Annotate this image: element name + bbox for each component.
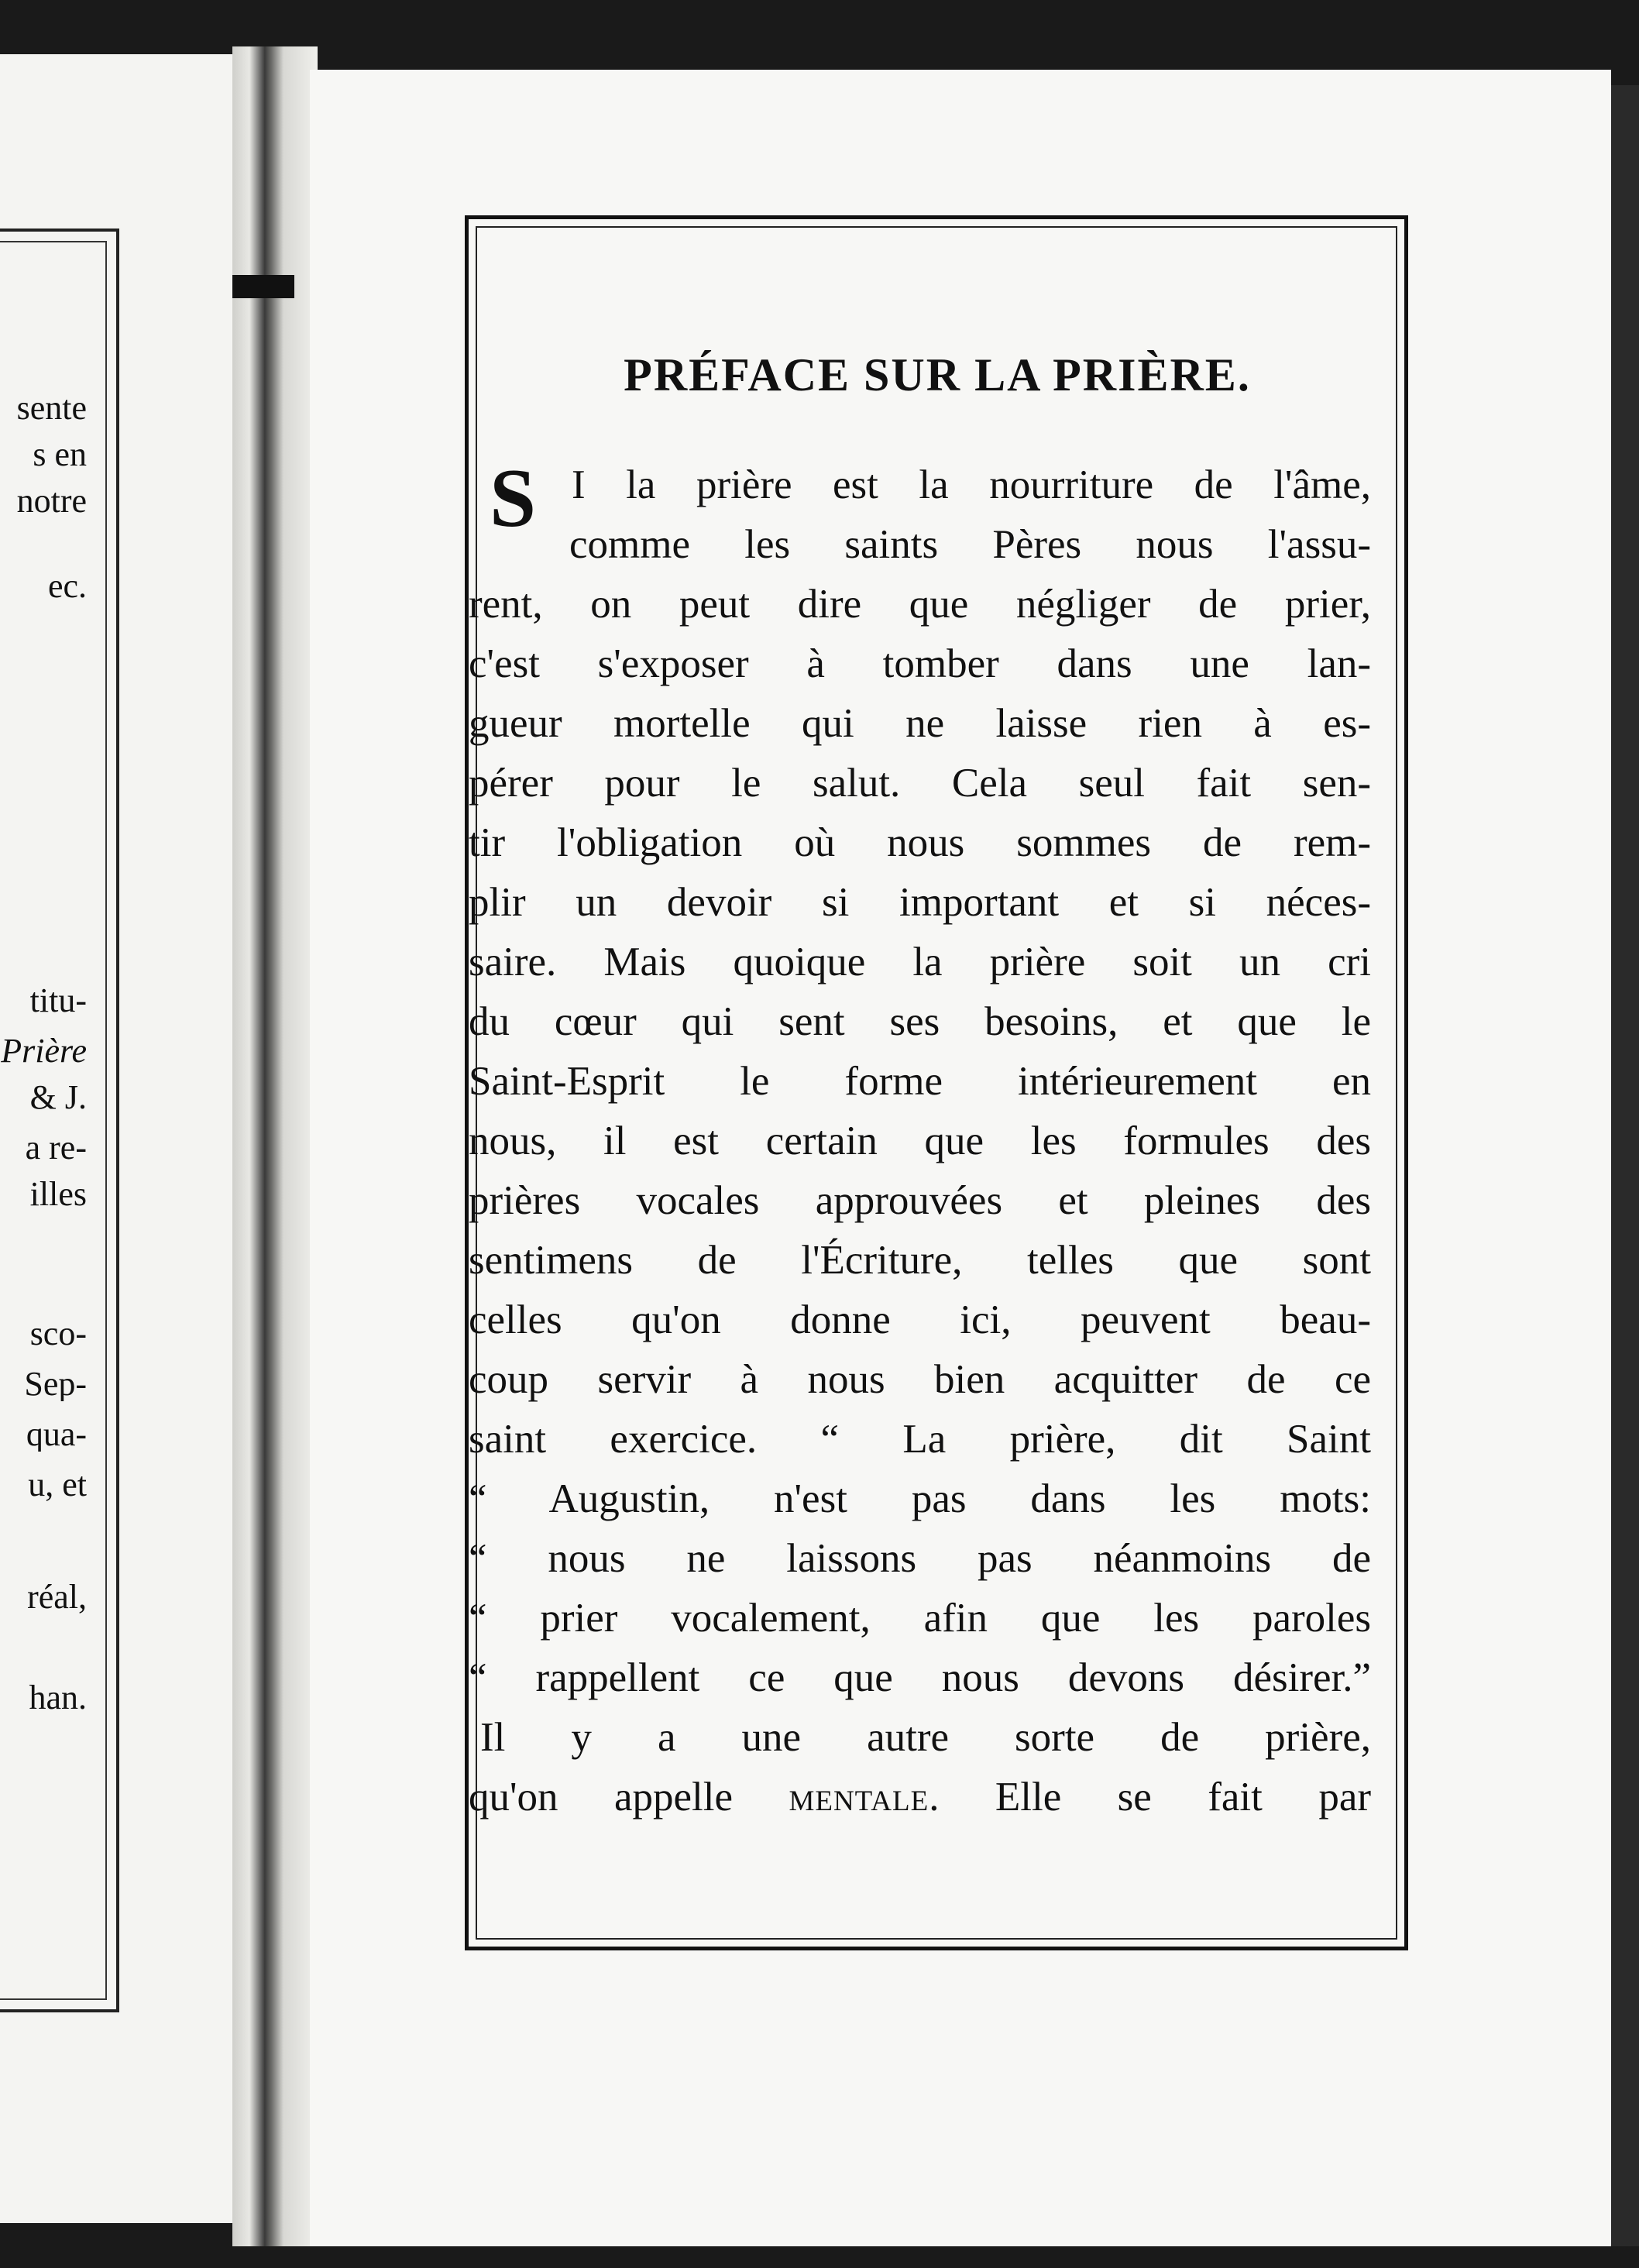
text-line: rent, on peut dire que négliger de prier, <box>469 582 1371 627</box>
text-line: Il y a une autre sorte de prière, <box>480 1715 1371 1760</box>
left-text-line: ec. <box>47 569 87 603</box>
text-line: pérer pour le salut. Cela seul fait sen- <box>469 761 1371 806</box>
text-line: “ nous ne laissons pas néanmoins de <box>469 1536 1371 1581</box>
left-text-line: sente <box>16 391 87 425</box>
text-line: sentimens de l'Écriture, telles que sont <box>469 1238 1371 1283</box>
left-text-line: réal, <box>27 1580 87 1614</box>
text-line-last-before: qu'on appelle <box>469 1775 789 1820</box>
text-line: Saint-Esprit le forme intérieurement en <box>469 1059 1371 1104</box>
text-line: nous, il est certain que les formules des <box>469 1119 1371 1163</box>
left-text-line: titu- <box>29 984 87 1018</box>
left-text-line: illes <box>29 1177 87 1211</box>
left-text-line: han. <box>29 1681 87 1715</box>
drop-cap: S <box>490 452 537 545</box>
text-line: coup servir à nous bien acquitter de ce <box>469 1357 1371 1402</box>
left-text-line: sco- <box>29 1317 87 1351</box>
left-text-line: s en <box>33 438 87 472</box>
text-line: plir un devoir si important et si néces- <box>469 880 1371 925</box>
text-line: saire. Mais quoique la prière soit un cri <box>469 940 1371 985</box>
text-line: saint exercice. “ La prière, dit Saint <box>469 1417 1371 1462</box>
text-line: c'est s'exposer à tomber dans une lan- <box>469 641 1371 686</box>
left-text-line: qua- <box>26 1418 87 1452</box>
left-text-line: Sep- <box>24 1367 87 1401</box>
text-line: “ prier vocalement, afin que les paroles <box>469 1596 1371 1641</box>
text-line: tir l'obligation où nous sommes de rem- <box>469 820 1371 865</box>
text-line: celles qu'on donne ici, peuvent beau- <box>469 1297 1371 1342</box>
left-text-line: a re- <box>25 1131 87 1165</box>
text-line: “ Augustin, n'est pas dans les mots: <box>469 1476 1371 1521</box>
text-line: gueur mortelle qui ne laisse rien à es- <box>469 701 1371 746</box>
left-text-line: u, et <box>28 1468 87 1502</box>
text-line: prières vocales approuvées et pleines des <box>469 1178 1371 1223</box>
text-line: “ rappellent ce que nous devons désirer.” <box>469 1655 1371 1700</box>
page-title: PRÉFACE SUR LA PRIÈRE. <box>624 349 1251 400</box>
left-text-line: & J. <box>29 1081 87 1115</box>
text-line: comme les saints Pères nous l'assu- <box>569 522 1371 567</box>
page-edge <box>1611 85 1639 2246</box>
text-emphasis-mentale: mentale <box>789 1775 929 1820</box>
book-spine <box>232 46 318 2246</box>
binding-thread <box>232 275 294 298</box>
text-line-last <box>469 1777 1371 1818</box>
text-line: du cœur qui sent ses besoins, et que le <box>469 999 1371 1044</box>
text-line-last-after: . Elle se fait par <box>929 1775 1371 1820</box>
text-line: I la prière est la nourriture de l'âme, <box>572 462 1371 507</box>
left-text-line: Prière <box>1 1034 87 1068</box>
left-text-line: notre <box>16 484 87 518</box>
